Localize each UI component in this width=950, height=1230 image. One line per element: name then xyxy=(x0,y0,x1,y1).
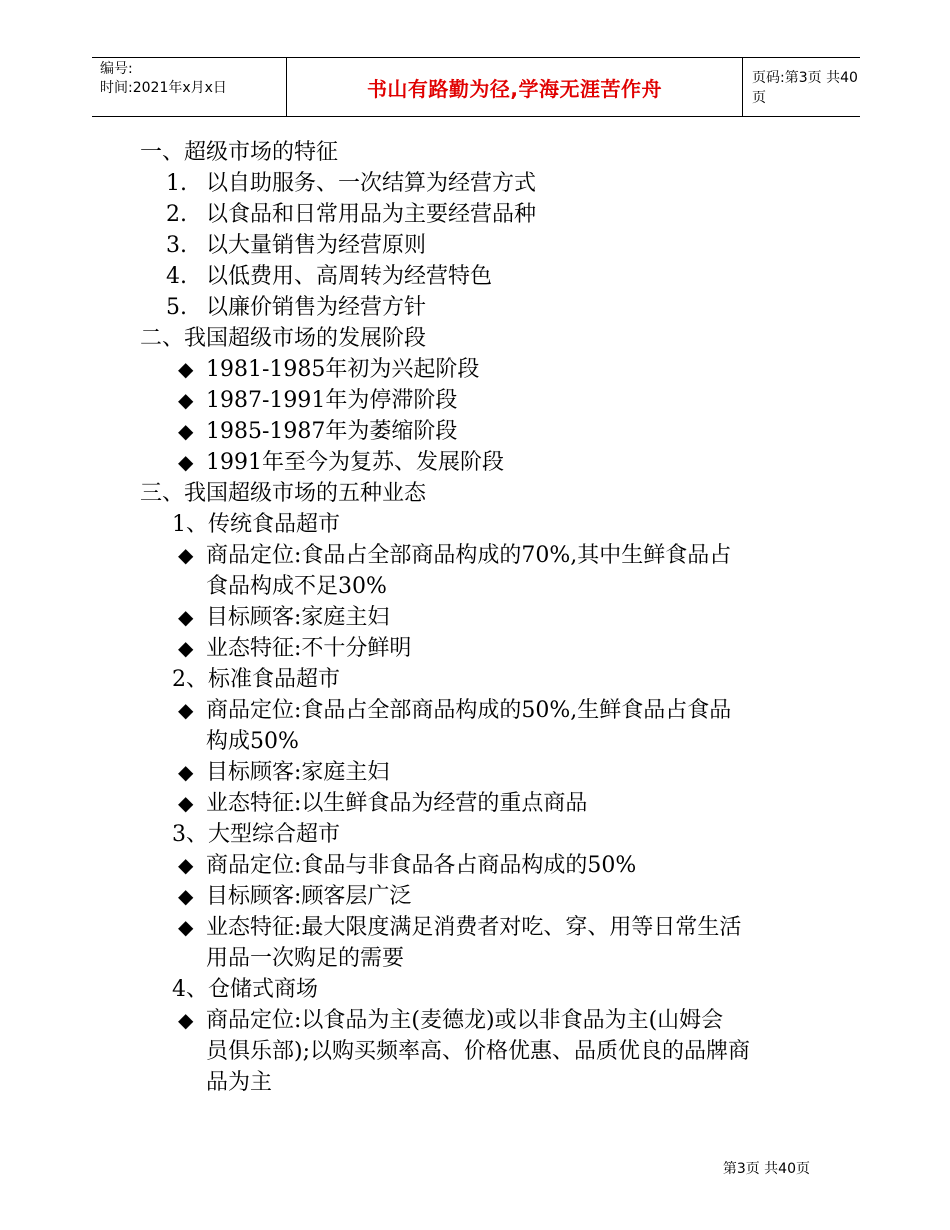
format-3-title: 3、大型综合超市 xyxy=(172,822,340,847)
diamond-bullet-icon: ◆ xyxy=(178,357,194,381)
header-page-info: 页码:第3页 共40页 xyxy=(752,70,858,106)
diamond-bullet-icon: ◆ xyxy=(178,543,194,567)
list-item-continuation: 员俱乐部);以购买频率高、价格优惠、品质优良的品牌商 xyxy=(206,1039,750,1064)
list-item-continuation: 构成50% xyxy=(206,729,299,754)
diamond-bullet-icon: ◆ xyxy=(178,853,194,877)
diamond-bullet-icon: ◆ xyxy=(178,419,194,443)
format-1-title: 1、传统食品超市 xyxy=(172,512,340,537)
section-2-title: 二、我国超级市场的发展阶段 xyxy=(140,326,427,351)
list-item: ◆ 目标顾客:家庭主妇 xyxy=(178,602,389,633)
page-header xyxy=(92,57,860,117)
list-item: 2. 以食品和日常用品为主要经营品种 xyxy=(166,202,537,227)
list-item: ◆ 业态特征:以生鲜食品为经营的重点商品 xyxy=(178,788,587,819)
list-item: 4. 以低费用、高周转为经营特色 xyxy=(166,264,493,289)
format-2-title: 2、标准食品超市 xyxy=(172,667,340,692)
list-item: 5. 以廉价销售为经营方针 xyxy=(166,295,427,320)
list-item: ◆ 1981-1985年初为兴起阶段 xyxy=(178,354,479,385)
motto: 书山有路勤为径,学海无涯苦作舟 xyxy=(366,76,663,101)
list-item-continuation: 品为主 xyxy=(206,1070,273,1095)
list-item: 3. 以大量销售为经营原则 xyxy=(166,233,427,258)
section-3-title: 三、我国超级市场的五种业态 xyxy=(140,481,427,506)
list-item: ◆ 商品定位:食品占全部商品构成的50%,生鲜食品占食品 xyxy=(178,695,731,726)
list-item-continuation: 用品一次购足的需要 xyxy=(206,946,405,971)
diamond-bullet-icon: ◆ xyxy=(178,605,194,629)
list-item-continuation: 食品构成不足30% xyxy=(206,574,387,599)
list-item: ◆ 1991年至今为复苏、发展阶段 xyxy=(178,447,504,478)
diamond-bullet-icon: ◆ xyxy=(178,450,194,474)
diamond-bullet-icon: ◆ xyxy=(178,636,194,660)
list-item: ◆ 商品定位:食品占全部商品构成的70%,其中生鲜食品占 xyxy=(178,540,731,571)
diamond-bullet-icon: ◆ xyxy=(178,915,194,939)
diamond-bullet-icon: ◆ xyxy=(178,1008,194,1032)
diamond-bullet-icon: ◆ xyxy=(178,698,194,722)
diamond-bullet-icon: ◆ xyxy=(178,791,194,815)
list-item: ◆ 1987-1991年为停滞阶段 xyxy=(178,385,457,416)
header-meta xyxy=(92,58,286,116)
list-item: ◆ 业态特征:不十分鲜明 xyxy=(178,633,411,664)
diamond-bullet-icon: ◆ xyxy=(178,388,194,412)
time-label: 时间:2021年x月x日 xyxy=(100,80,227,96)
list-item: ◆ 目标顾客:顾客层广泛 xyxy=(178,881,411,912)
diamond-bullet-icon: ◆ xyxy=(178,760,194,784)
number-label: 编号: xyxy=(100,61,133,77)
diamond-bullet-icon: ◆ xyxy=(178,884,194,908)
list-item: ◆ 商品定位:以食品为主(麦德龙)或以非食品为主(山姆会 xyxy=(178,1005,723,1036)
list-item: 1. 以自助服务、一次结算为经营方式 xyxy=(166,171,537,196)
list-item: ◆ 商品定位:食品与非食品各占商品构成的50% xyxy=(178,850,636,881)
list-item: ◆ 业态特征:最大限度满足消费者对吃、穿、用等日常生活 xyxy=(178,912,741,943)
header-motto-cell xyxy=(286,58,743,116)
format-4-title: 4、仓储式商场 xyxy=(172,977,318,1002)
section-1-title: 一、超级市场的特征 xyxy=(140,140,339,165)
list-item: ◆ 1985-1987年为萎缩阶段 xyxy=(178,416,457,447)
page-footer: 第3页 共40页 xyxy=(722,1161,810,1177)
list-item: ◆ 目标顾客:家庭主妇 xyxy=(178,757,389,788)
